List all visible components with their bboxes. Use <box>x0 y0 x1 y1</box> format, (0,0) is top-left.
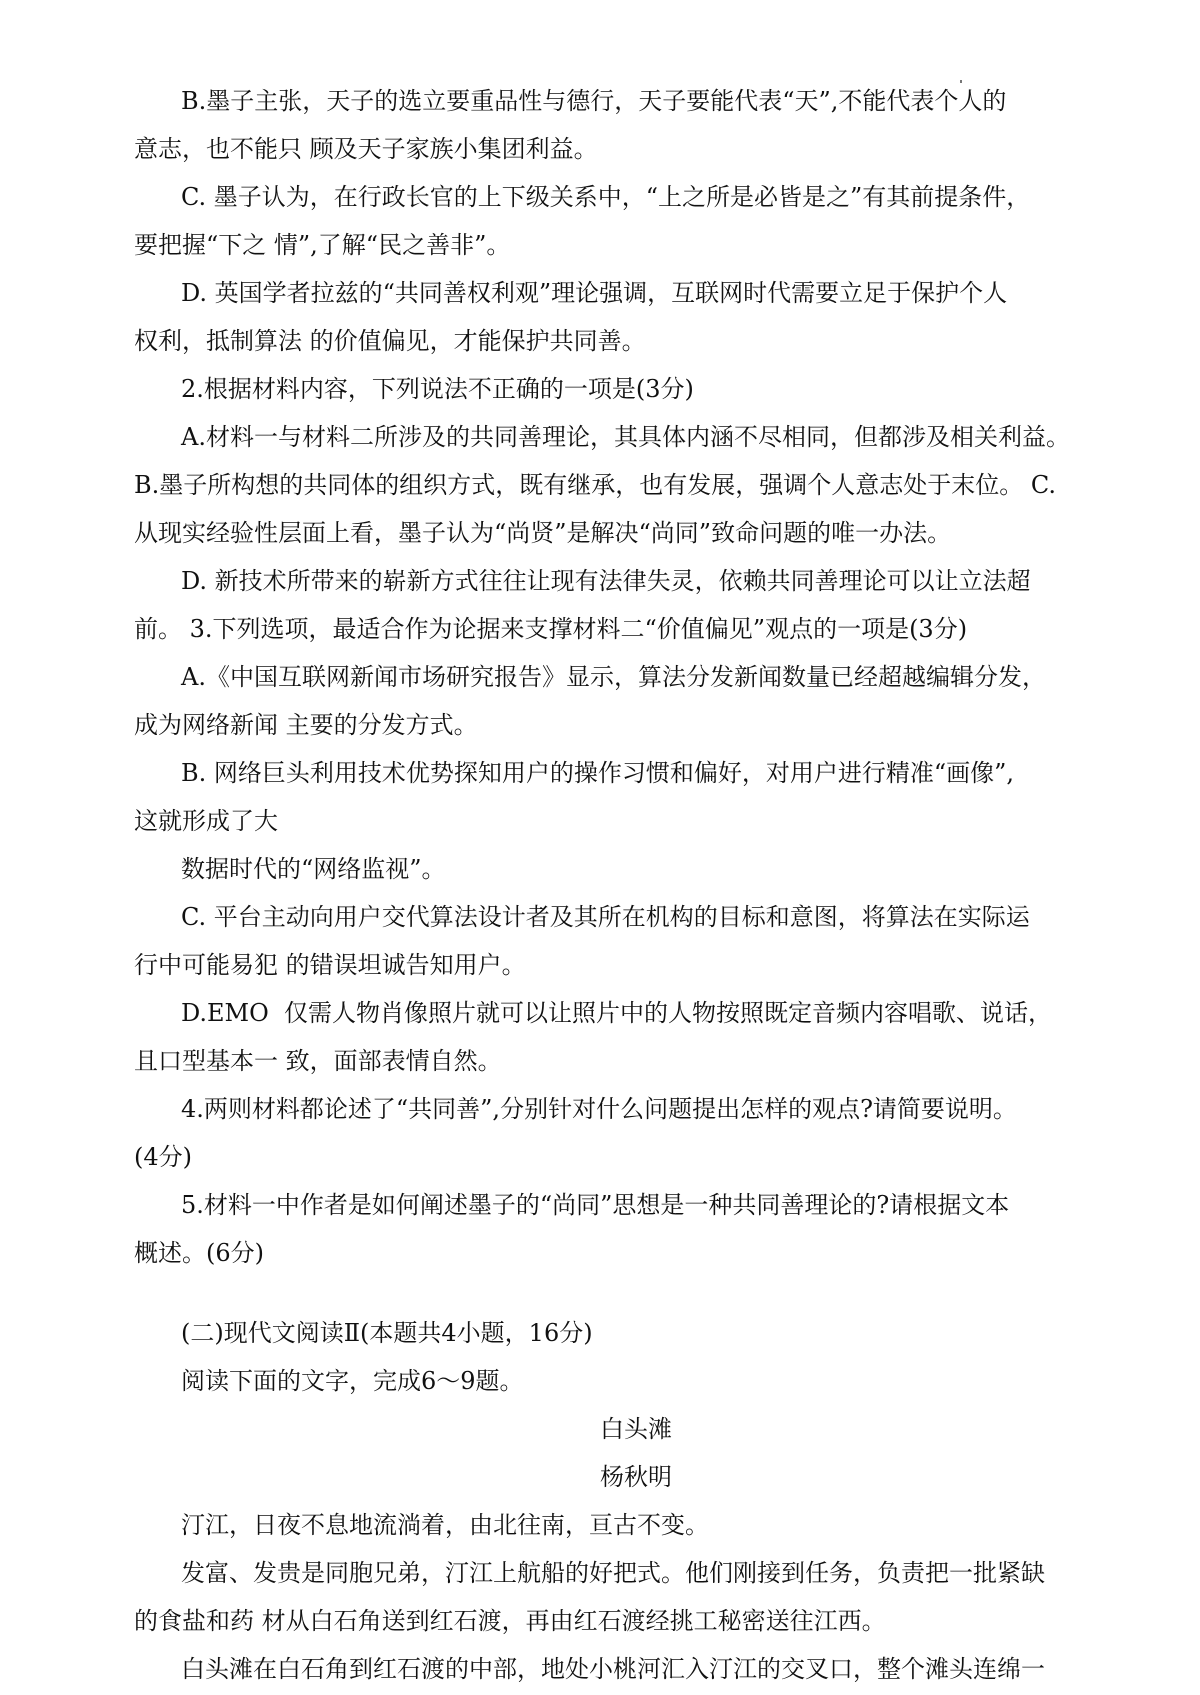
text-line: D.EMO 仅需人物肖像照片就可以让照片中的人物按照既定音频内容唱歌、说话， <box>181 999 1053 1027</box>
text-line: D. 英国学者拉兹的“共同善权利观”理论强调，互联网时代需要立足于保护个人 <box>181 279 1008 307</box>
text-line: 白头滩在白石角到红石渡的中部，地处小桃河汇入汀江的交叉口，整个滩头连绵一 <box>181 1655 1045 1683</box>
question-4-score: (4分) <box>134 1143 192 1171</box>
article-author: 杨秋明 <box>600 1463 672 1491</box>
text-line: B. 网络巨头利用技术优势探知用户的操作习惯和偏好，对用户进行精准“画像”, <box>181 759 1015 787</box>
section-heading: (二)现代文阅读Ⅱ(本题共4小题，16分) <box>181 1319 593 1347</box>
text-line: 意志，也不能只 顾及天子家族小集团利益。 <box>134 135 598 163</box>
text-line: 这就形成了大 <box>134 807 278 835</box>
text-line: 权利，抵制算法 的价值偏见，才能保护共同善。 <box>134 327 646 355</box>
text-line: 发富、发贵是同胞兄弟，汀江上航船的好把式。他们刚接到任务，负责把一批紧缺 <box>181 1559 1045 1587</box>
text-line: A.《中国互联网新闻市场研究报告》显示，算法分发新闻数量已经超越编辑分发， <box>181 663 1046 691</box>
text-line: 且口型基本一 致，面部表情自然。 <box>134 1047 502 1075</box>
article-title: 白头滩 <box>600 1415 672 1443</box>
question-3: 前。 3.下列选项，最适合作为论据来支撑材料二“价值偏见”观点的一项是(3分) <box>134 615 968 643</box>
text-line: B.墨子所构想的共同体的组织方式，既有继承，也有发展，强调个人意志处于末位。 C. <box>134 471 1057 499</box>
text-line: 的食盐和药 材从白石角送到红石渡，再由红石渡经挑工秘密送往江西。 <box>134 1607 886 1635</box>
text-line: 数据时代的“网络监视”。 <box>181 855 446 883</box>
question-5-score: 概述。(6分) <box>134 1239 264 1267</box>
question-2: 2.根据材料内容，下列说法不正确的一项是(3分) <box>181 375 694 403</box>
text-line: C. 平台主动向用户交代算法设计者及其所在机构的目标和意图，将算法在实际运 <box>181 903 1030 931</box>
text-line: 要把握“下之 情”,了解“民之善非”。 <box>134 231 511 259</box>
text-line: 成为网络新闻 主要的分发方式。 <box>134 711 478 739</box>
text-line: 汀江，日夜不息地流淌着，由北往南，亘古不变。 <box>181 1511 709 1539</box>
text-line: A.材料一与材料二所涉及的共同善理论，其具体内涵不尽相同，但都涉及相关利益。 <box>181 423 1070 451</box>
text-line: 从现实经验性层面上看，墨子认为“尚贤”是解决“尚同”致命问题的唯一办法。 <box>134 519 952 547</box>
scan-speck <box>960 80 962 83</box>
section-instruction: 阅读下面的文字，完成6～9题。 <box>181 1367 524 1395</box>
text-line: B.墨子主张，天子的选立要重品性与德行，天子要能代表“天”,不能代表个人的 <box>181 87 1007 115</box>
text-line: 行中可能易犯 的错误坦诚告知用户。 <box>134 951 526 979</box>
text-line: C. 墨子认为，在行政长官的上下级关系中，“上之所是必皆是之”有其前提条件， <box>181 183 1031 211</box>
text-line: D. 新技术所带来的崭新方式往往让现有法律失灵，依赖共同善理论可以让立法超 <box>181 567 1031 595</box>
question-5: 5.材料一中作者是如何阐述墨子的“尚同”思想是一种共同善理论的?请根据文本 <box>181 1191 1010 1219</box>
question-4: 4.两则材料都论述了“共同善”,分别针对什么问题提出怎样的观点?请简要说明。 <box>181 1095 1017 1123</box>
